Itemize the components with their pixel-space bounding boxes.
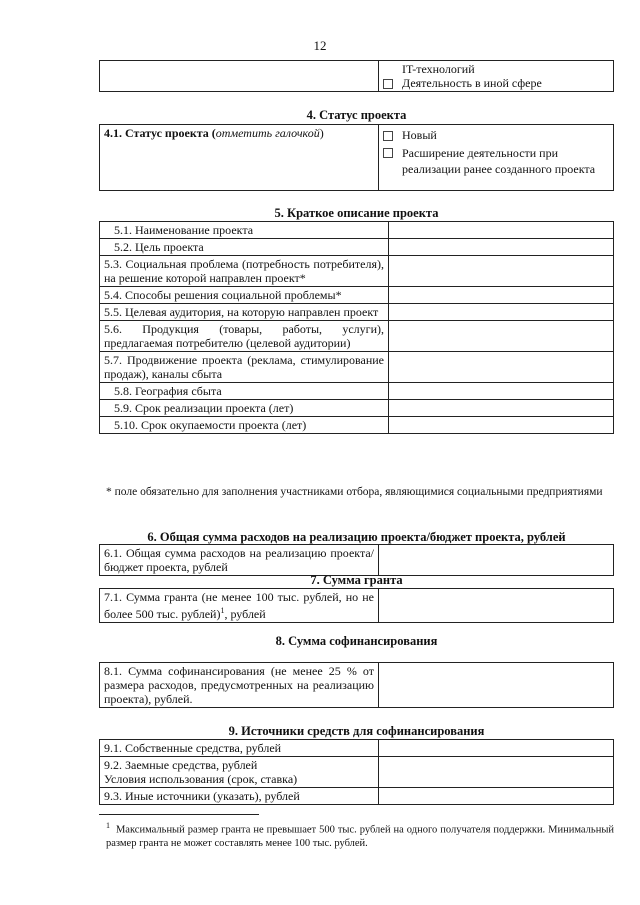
row-label: 6.1. Общая сумма расходов на реализацию проекта/бюджет проекта, рублей [100,545,379,576]
input-cell[interactable] [379,740,614,757]
input-cell[interactable] [379,788,614,805]
required-note: * поле обязательно для заполнения участниками отбора, являющимися социальными предприятиями [106,486,603,498]
input-cell[interactable] [379,589,614,623]
table-row [100,383,614,400]
option-expansion[interactable] [383,145,609,177]
status-table [99,124,614,191]
section-title: 5. Краткое описание проекта [274,206,439,220]
row-label: 5.10. Срок окупаемости проекта (лет) [100,417,389,434]
checkbox[interactable] [383,148,393,158]
row-label: 5.1. Наименование проекта [100,222,389,239]
option-other[interactable] [383,76,609,90]
table-row [100,222,614,239]
table-row [100,663,614,708]
input-cell[interactable] [389,321,614,352]
sphere-table [99,60,614,92]
table-row [100,125,614,191]
table-row [100,304,614,321]
footnote: $^1$ Максимальный размер гранта не превышает 500 тыс. рублей на одного получателя поддержки. Минимальный размер гранта не может составлять менее 100 тыс. рублей. [106,821,615,849]
option-label: Деятельность в иной сфере [402,76,542,90]
input-cell[interactable] [379,663,614,708]
row-label: 5.3. Социальная проблема (потребность потребителя), на решение которой направлен проект* [100,256,389,287]
input-cell[interactable] [379,757,614,788]
input-cell[interactable] [389,417,614,434]
table-row [100,256,614,287]
input-cell[interactable] [389,287,614,304]
options-cell [379,61,614,92]
table-row [100,740,614,757]
budget-table [99,544,614,576]
input-cell[interactable] [389,304,614,321]
section-title: 8. Сумма софинансирования [275,634,438,648]
row-label: 5.4. Способы решения социальной проблемы* [100,287,389,304]
footnote-divider [99,814,259,815]
row-label: 5.9. Срок реализации проекта (лет) [100,400,389,417]
footnote-ref[interactable]: 1 [220,606,225,615]
checkbox[interactable] [383,79,393,89]
table-row [100,788,614,805]
row-label: 8.1. Сумма софинансирования (не менее 25 % от размера расходов, предусмотренных на реализацию проекта), рублей. [100,663,379,708]
input-cell[interactable] [379,545,614,576]
input-cell[interactable] [389,256,614,287]
row-label: 7.1. Сумма гранта (не менее 100 тыс. рублей, но не более 500 тыс. рублей)$^1$, рублей [100,589,379,623]
section-title: 4. Статус проекта [306,108,407,122]
empty-cell [100,61,379,92]
description-table [99,221,614,434]
sources-table [99,739,614,805]
option-it[interactable] [383,62,609,76]
page-number: 12 [313,38,327,53]
row-label: 9.2. Заемные средства, рублей Условия использования (срок, ставка) [100,757,379,788]
section-title: 9. Источники средств для софинансирования [228,724,485,738]
table-row [100,321,614,352]
section-title: 6. Общая сумма расходов на реализацию проекта/бюджет проекта, рублей [147,530,566,544]
option-label: Расширение деятельности при реализации ранее созданного проекта [402,146,596,176]
status-options [379,125,614,191]
row-label: 5.6. Продукция (товары, работы, услуги), предлагаемая потребителю (целевой аудитории) [100,321,389,352]
table-row [100,239,614,256]
table-row [100,757,614,788]
row-label: 5.5. Целевая аудитория, на которую направлен проект [100,304,389,321]
input-cell[interactable] [389,239,614,256]
table-row [100,417,614,434]
row-label: 5.2. Цель проекта [100,239,389,256]
row-label: 5.8. География сбыта [100,383,389,400]
option-new[interactable] [383,128,609,142]
row-label: 5.7. Продвижение проекта (реклама, стимулирование продаж), каналы сбыта [100,352,389,383]
row-label: 9.1. Собственные средства, рублей [100,740,379,757]
input-cell[interactable] [389,222,614,239]
input-cell[interactable] [389,400,614,417]
table-row [100,287,614,304]
grant-table [99,588,614,623]
input-cell[interactable] [389,383,614,400]
table-row [100,352,614,383]
checkbox[interactable] [383,131,393,141]
table-row [100,589,614,623]
table-row [100,61,614,92]
input-cell[interactable] [389,352,614,383]
table-row [100,545,614,576]
table-row [100,400,614,417]
option-label: IT-технологий [402,62,475,76]
section-title: 7. Сумма гранта [310,573,403,587]
cofinancing-table [99,662,614,708]
status-label: 4.1. Статус проекта (отметить галочкой) [100,125,379,191]
row-label: 9.3. Иные источники (указать), рублей [100,788,379,805]
option-label: Новый [402,128,437,142]
